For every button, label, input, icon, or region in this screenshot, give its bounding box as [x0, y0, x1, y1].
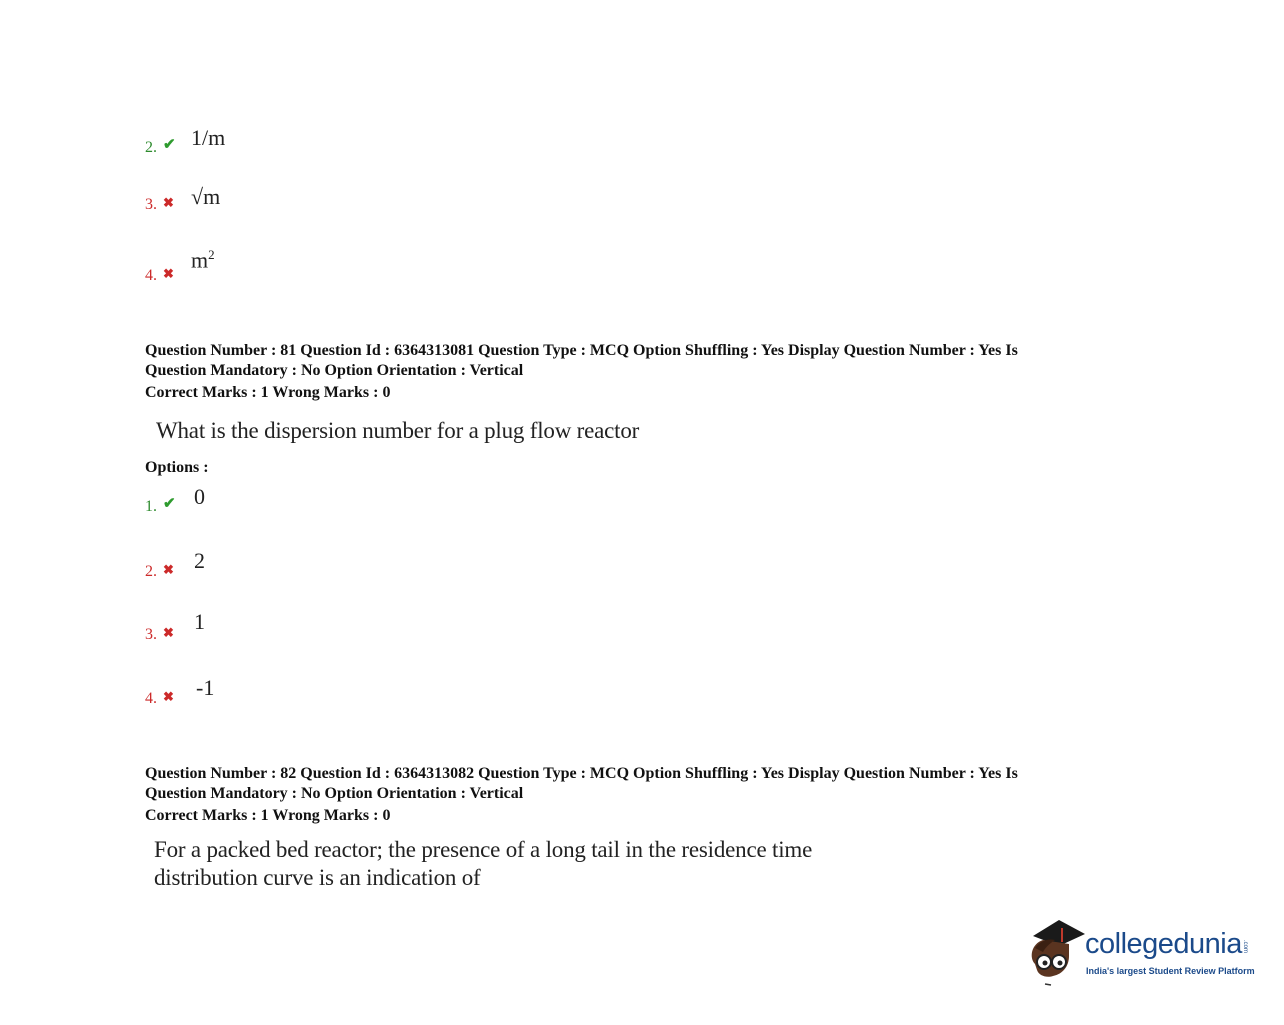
option-value: 2 [194, 548, 205, 573]
option-number: 2. [145, 139, 157, 156]
cross-icon: ✖ [163, 195, 174, 210]
option-number: 2. [145, 563, 157, 580]
question-text-line: For a packed bed reactor; the presence of a long tail in the residence time [154, 837, 813, 862]
logo-name: collegedunia [1085, 928, 1242, 960]
option-value: 1 [194, 609, 205, 634]
option-number: 3. [145, 196, 157, 213]
question-meta-line: Question Mandatory : No Option Orientation : Vertical [145, 362, 524, 379]
question-text: What is the dispersion number for a plug flow reactor [156, 418, 640, 443]
check-icon: ✔ [163, 496, 176, 512]
cross-icon: ✖ [163, 625, 174, 640]
option-value: 1/m [191, 125, 226, 150]
option-value: 0 [194, 484, 205, 509]
option-number: 3. [145, 626, 157, 643]
cross-icon: ✖ [163, 266, 174, 281]
question-meta-line: Question Number : 82 Question Id : 6364313082 Question Type : MCQ Option Shuffling : Yes Display Question Number : Yes Is [145, 765, 1018, 782]
option-number: 4. [145, 267, 157, 284]
question-meta [145, 341, 1105, 381]
question-meta-line: Question Mandatory : No Option Orientation : Vertical [145, 785, 524, 802]
option-value: -1 [196, 675, 215, 700]
option-superscript: 2 [208, 247, 215, 262]
option-number: 1. [145, 498, 157, 515]
question-text [154, 836, 874, 892]
options-label: Options : [145, 459, 209, 476]
question-marks: Correct Marks : 1 Wrong Marks : 0 [145, 384, 391, 401]
check-icon: ✔ [163, 137, 176, 153]
question-marks: Correct Marks : 1 Wrong Marks : 0 [145, 807, 391, 824]
mascot-icon [1025, 918, 1087, 988]
logo-suffix: .com [1242, 940, 1248, 954]
question-meta-line: Question Number : 81 Question Id : 6364313081 Question Type : MCQ Option Shuffling : Yes Display Question Number : Yes Is [145, 342, 1018, 359]
option-number: 4. [145, 690, 157, 707]
collegedunia-logo [1025, 918, 1255, 988]
logo-tagline: India's largest Student Review Platform [1086, 966, 1255, 976]
question-meta [145, 764, 1105, 804]
question-text-line: distribution curve is an indication of [154, 865, 481, 890]
option-value: $m^2$ [191, 247, 215, 273]
cross-icon: ✖ [163, 689, 174, 704]
option-value: √m [191, 184, 221, 209]
cross-icon: ✖ [163, 562, 174, 577]
